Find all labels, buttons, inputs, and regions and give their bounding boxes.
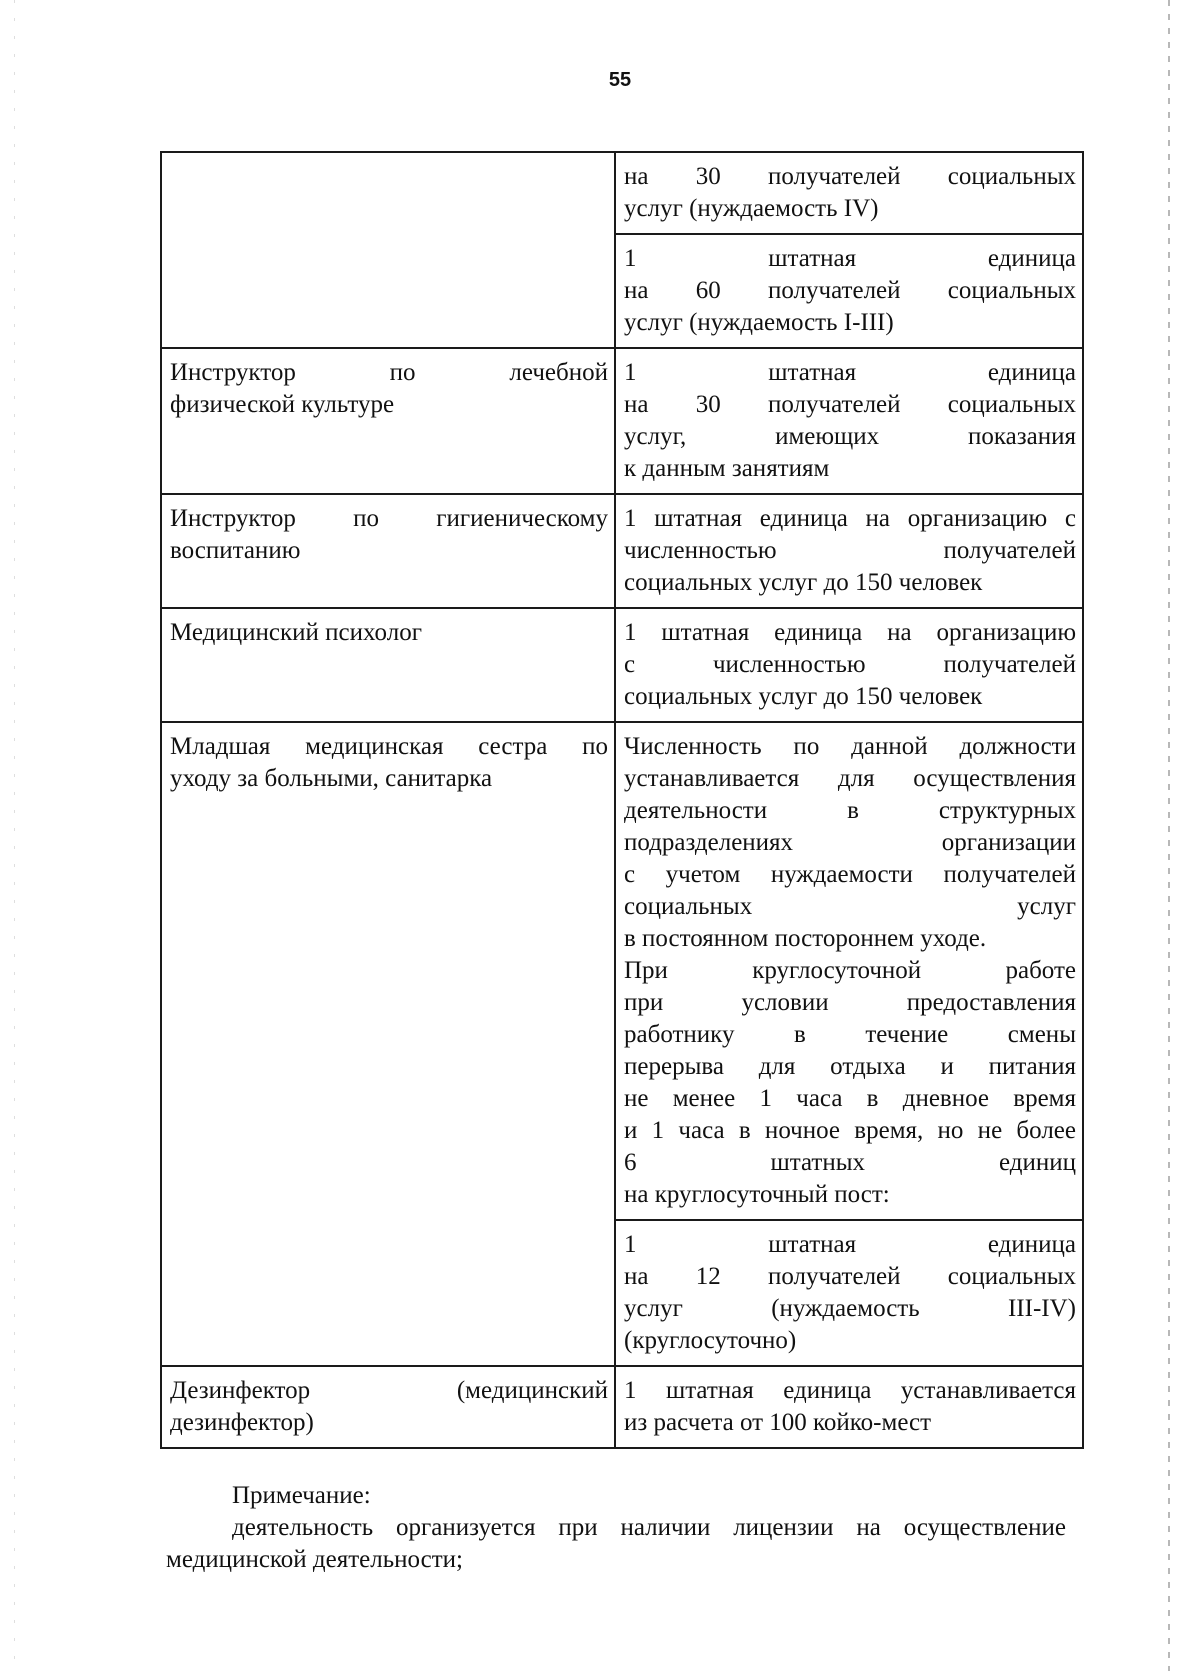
position-line: уходу за больными, санитарка [170, 765, 493, 792]
norm-line: устанавливается для осуществления [624, 765, 1076, 792]
norm-line: работнику в течение смены [624, 1021, 1076, 1048]
table-row [161, 494, 1083, 608]
norm-line: (круглосуточно) [624, 1327, 797, 1354]
note-body: деятельность организуется при наличии лицензии на осуществление медицинской деятельности; [166, 1514, 1066, 1573]
norm-line: подразделениях организации [624, 829, 1076, 856]
position-line: Младшая медицинская сестра по [170, 733, 608, 760]
norm-cell [615, 1366, 1083, 1448]
norm-line: при условии предоставления [624, 989, 1076, 1016]
norm-cell [615, 494, 1083, 608]
position-line: физической культуре [170, 391, 395, 418]
norm-line: и 1 часа в ночное время, но не более [624, 1117, 1076, 1144]
note-title: Примечание: [232, 1482, 371, 1509]
table-row [161, 608, 1083, 722]
scan-edge-left [14, 0, 15, 1671]
norm-line: перерыва для отдыха и питания [624, 1053, 1076, 1080]
norm-line: социальных услуг до 150 человек [624, 569, 983, 596]
position-cell [161, 608, 615, 722]
table-row [161, 152, 1083, 234]
position-line: Инструктор по лечебной [170, 359, 608, 386]
table-row [161, 1366, 1083, 1448]
staffing-table-wrap [160, 151, 1076, 1449]
norm-line: деятельности в структурных [624, 797, 1076, 824]
page-number: 55 [608, 69, 632, 91]
position-line: воспитанию [170, 537, 301, 564]
norm-cell [615, 1220, 1083, 1366]
table-row [161, 722, 1083, 1220]
scan-edge-right [1168, 0, 1170, 1671]
position-line: дезинфектор) [170, 1409, 314, 1436]
position-line: Медицинский психолог [170, 619, 422, 646]
norm-line: Численность по данной должности [624, 733, 1076, 760]
position-cell-empty [161, 152, 615, 348]
norm-line: социальных услуг до 150 человек [624, 683, 983, 710]
norm-line: услуг (нуждаемость IV) [624, 195, 879, 222]
table-row [161, 348, 1083, 494]
norm-line: с учетом нуждаемости получателей [624, 861, 1076, 888]
norm-line: на 60 получателей социальных [624, 277, 1076, 304]
position-line: Дезинфектор (медицинский [170, 1377, 608, 1404]
norm-cell [615, 152, 1083, 234]
norm-cell [615, 348, 1083, 494]
norm-line: 1 штатная единица [624, 359, 1076, 386]
norm-line: на 30 получателей социальных [624, 163, 1076, 190]
norm-line: численностью получателей [624, 537, 1076, 564]
norm-line: из расчета от 100 койко-мест [624, 1409, 932, 1436]
norm-cell [615, 234, 1083, 348]
norm-line: 1 штатная единица [624, 1231, 1076, 1258]
norm-line: 1 штатная единица на организацию с [624, 505, 1076, 532]
norm-line: не менее 1 часа в дневное время [624, 1085, 1076, 1112]
norm-line: социальных услуг [624, 893, 1076, 920]
position-cell [161, 722, 615, 1366]
position-cell [161, 1366, 615, 1448]
norm-line: услуг, имеющих показания [624, 423, 1076, 450]
norm-line: 1 штатная единица на организацию [624, 619, 1076, 646]
position-cell [161, 494, 615, 608]
norm-cell [615, 608, 1083, 722]
position-cell [161, 348, 615, 494]
norm-line: на 12 получателей социальных [624, 1263, 1076, 1290]
note-block [166, 1480, 1066, 1576]
norm-line: 6 штатных единиц [624, 1149, 1076, 1176]
norm-line: на круглосуточный пост: [624, 1181, 890, 1208]
norm-line: При круглосуточной работе [624, 957, 1076, 984]
norm-line: к данным занятиям [624, 455, 830, 482]
norm-line: на 30 получателей социальных [624, 391, 1076, 418]
position-line: Инструктор по гигиеническому [170, 505, 608, 532]
norm-line: 1 штатная единица [624, 245, 1076, 272]
norm-line: 1 штатная единица устанавливается [624, 1377, 1076, 1404]
norm-line: услуг (нуждаемость III-IV) [624, 1295, 1076, 1322]
norm-line: в постоянном постороннем уходе. [624, 925, 987, 952]
norm-cell [615, 722, 1083, 1220]
norm-line: с численностью получателей [624, 651, 1076, 678]
staffing-table [160, 151, 1084, 1449]
norm-line: услуг (нуждаемость I-III) [624, 309, 894, 336]
